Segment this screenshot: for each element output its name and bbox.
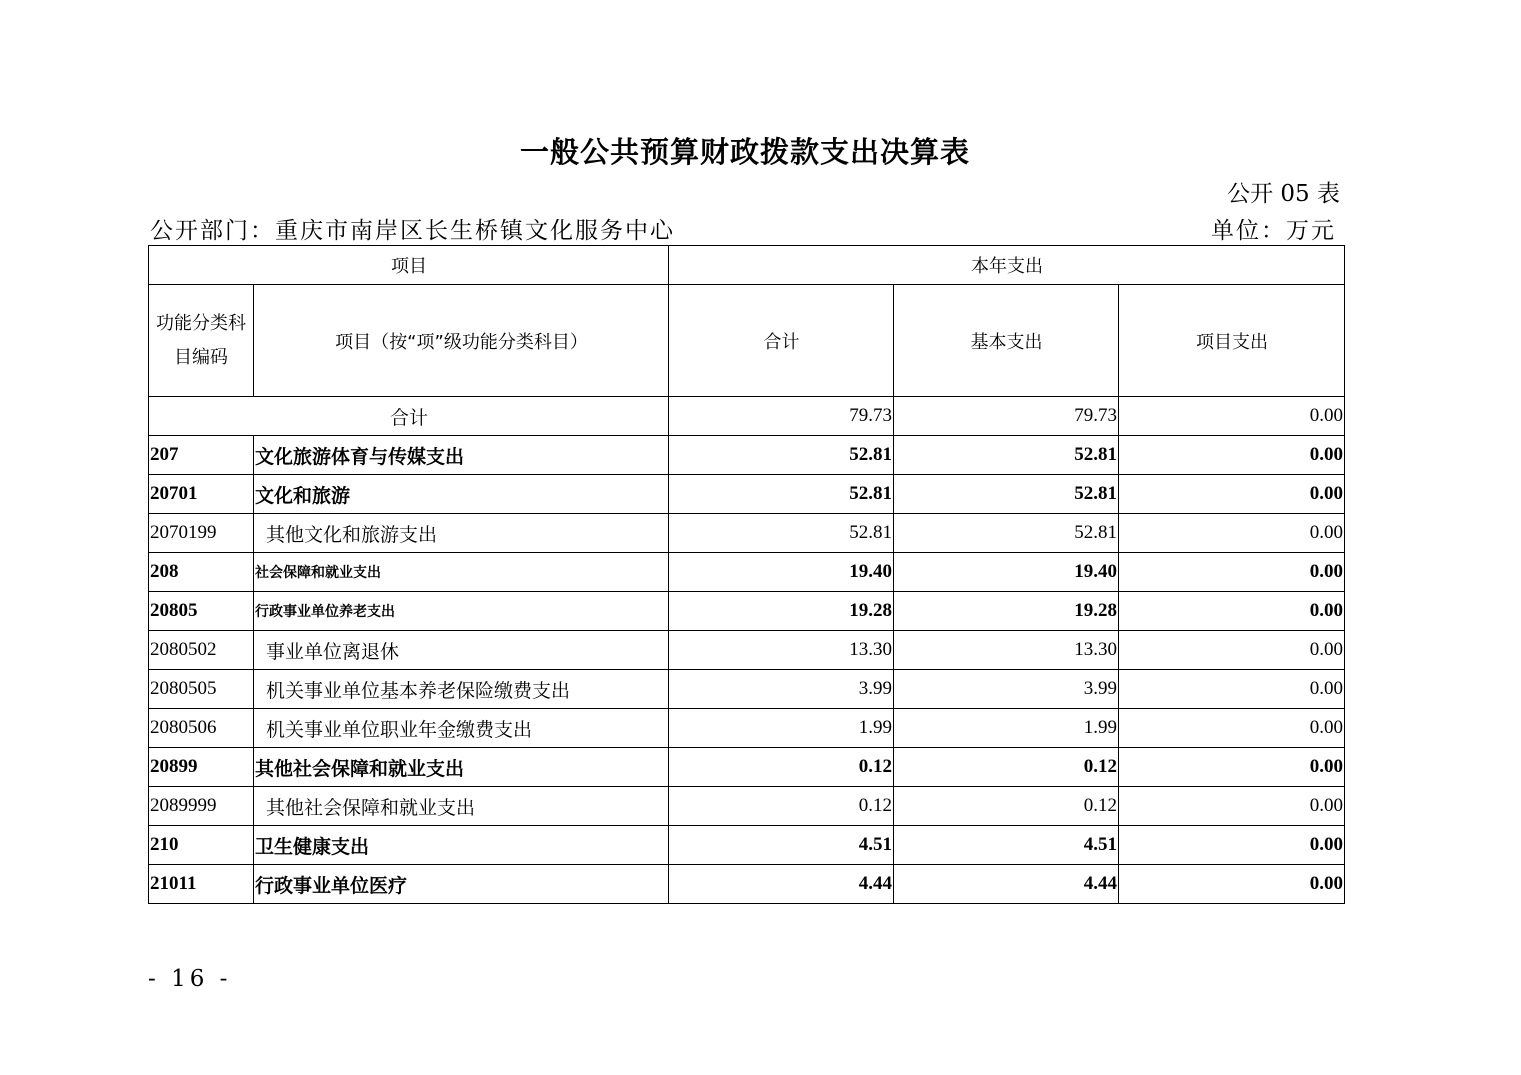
row-total: 3.99 [669, 670, 894, 709]
unit-label: 单位：万元 [1211, 218, 1336, 244]
table-row [149, 475, 1345, 514]
header-total: 合计 [669, 285, 894, 397]
row-code: 2080506 [149, 709, 254, 748]
row-project: 0.00 [1119, 826, 1345, 865]
row-project: 0.00 [1119, 748, 1345, 787]
total-project: 0.00 [1119, 397, 1345, 436]
row-project: 0.00 [1119, 787, 1345, 826]
row-name: 其他社会保障和就业支出 [254, 748, 669, 787]
row-code: 20701 [149, 475, 254, 514]
row-name: 文化旅游体育与传媒支出 [254, 436, 669, 475]
row-name: 机关事业单位基本养老保险缴费支出 [254, 670, 669, 709]
expenditure-table [148, 245, 1345, 904]
row-basic: 52.81 [894, 514, 1119, 553]
row-total: 0.12 [669, 787, 894, 826]
row-project: 0.00 [1119, 592, 1345, 631]
row-name: 其他文化和旅游支出 [254, 514, 669, 553]
header-current-year: 本年支出 [669, 246, 1345, 285]
row-total: 52.81 [669, 514, 894, 553]
row-name: 其他社会保障和就业支出 [254, 787, 669, 826]
row-basic: 19.28 [894, 592, 1119, 631]
total-label: 合计 [149, 397, 669, 436]
table-row [149, 592, 1345, 631]
header-row-1 [149, 246, 1345, 285]
row-code: 20899 [149, 748, 254, 787]
header-row-2 [149, 285, 1345, 397]
table-row [149, 436, 1345, 475]
row-total: 52.81 [669, 436, 894, 475]
page-number: - 16 - [148, 966, 232, 992]
row-total: 52.81 [669, 475, 894, 514]
row-name: 行政事业单位养老支出 [254, 592, 669, 631]
row-total: 4.51 [669, 826, 894, 865]
row-total: 4.44 [669, 865, 894, 904]
row-code: 2080502 [149, 631, 254, 670]
row-code: 207 [149, 436, 254, 475]
row-total: 19.28 [669, 592, 894, 631]
row-code: 21011 [149, 865, 254, 904]
row-project: 0.00 [1119, 553, 1345, 592]
row-project: 0.00 [1119, 436, 1345, 475]
row-total: 19.40 [669, 553, 894, 592]
row-basic: 19.40 [894, 553, 1119, 592]
page-title: 一般公共预算财政拨款支出决算表 [519, 135, 970, 169]
row-basic: 1.99 [894, 709, 1119, 748]
row-project: 0.00 [1119, 475, 1345, 514]
row-total: 13.30 [669, 631, 894, 670]
row-name: 行政事业单位医疗 [254, 865, 669, 904]
row-basic: 3.99 [894, 670, 1119, 709]
row-project: 0.00 [1119, 709, 1345, 748]
row-code: 2089999 [149, 787, 254, 826]
header-project: 项目 [149, 246, 669, 285]
row-total: 0.12 [669, 748, 894, 787]
table-body [149, 436, 1345, 904]
row-name: 机关事业单位职业年金缴费支出 [254, 709, 669, 748]
row-project: 0.00 [1119, 631, 1345, 670]
table-row [149, 787, 1345, 826]
table-row [149, 553, 1345, 592]
header-basic: 基本支出 [894, 285, 1119, 397]
table-row [149, 865, 1345, 904]
row-project: 0.00 [1119, 670, 1345, 709]
row-name: 文化和旅游 [254, 475, 669, 514]
row-project: 0.00 [1119, 865, 1345, 904]
total-basic: 79.73 [894, 397, 1119, 436]
row-basic: 13.30 [894, 631, 1119, 670]
row-code: 208 [149, 553, 254, 592]
row-total: 1.99 [669, 709, 894, 748]
department-label: 公开部门：重庆市南岸区长生桥镇文化服务中心 [150, 218, 675, 244]
row-basic: 52.81 [894, 436, 1119, 475]
row-name: 卫生健康支出 [254, 826, 669, 865]
row-code: 2070199 [149, 514, 254, 553]
total-amount: 79.73 [669, 397, 894, 436]
row-name: 事业单位离退休 [254, 631, 669, 670]
row-basic: 52.81 [894, 475, 1119, 514]
row-project: 0.00 [1119, 514, 1345, 553]
table-row [149, 709, 1345, 748]
row-basic: 0.12 [894, 748, 1119, 787]
row-name: 社会保障和就业支出 [254, 553, 669, 592]
header-code: 功能分类科目编码 [149, 285, 254, 397]
table-row [149, 826, 1345, 865]
table-row [149, 670, 1345, 709]
row-basic: 0.12 [894, 787, 1119, 826]
header-item: 项目（按“项”级功能分类科目） [254, 285, 669, 397]
row-code: 20805 [149, 592, 254, 631]
header-project-exp: 项目支出 [1119, 285, 1345, 397]
row-code: 210 [149, 826, 254, 865]
total-row [149, 397, 1345, 436]
table-row [149, 748, 1345, 787]
table-row [149, 514, 1345, 553]
row-basic: 4.44 [894, 865, 1119, 904]
form-number: 公开 05 表 [1227, 181, 1340, 207]
row-basic: 4.51 [894, 826, 1119, 865]
row-code: 2080505 [149, 670, 254, 709]
table-row [149, 631, 1345, 670]
